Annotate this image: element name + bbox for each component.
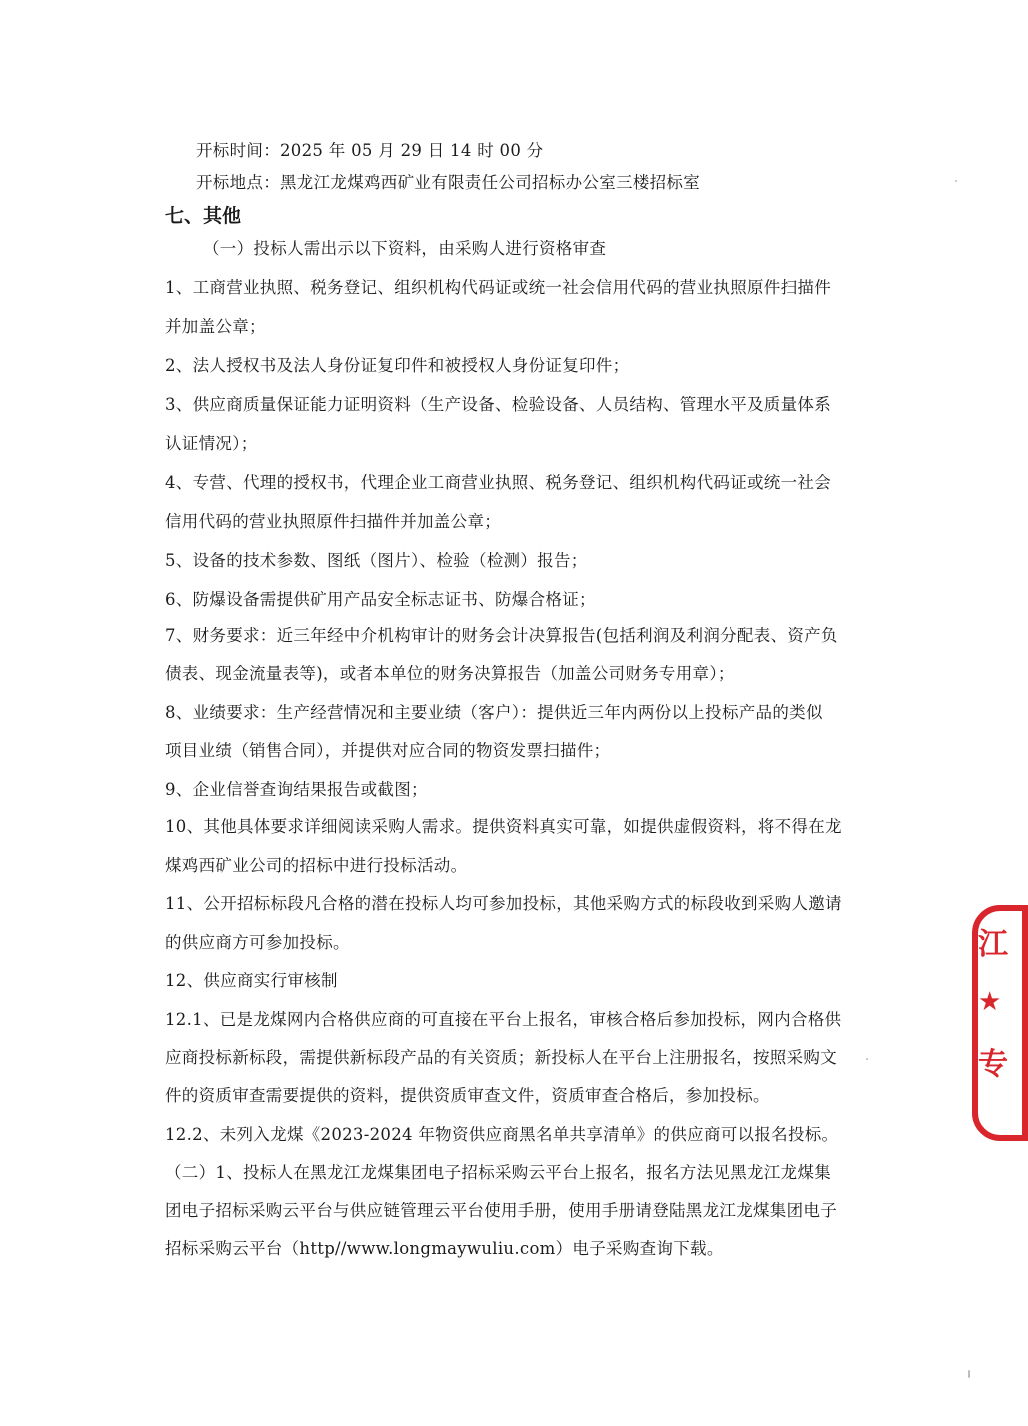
paragraph-line: 12.1、已是龙煤网内合格供应商的可直接在平台上报名，审核合格后参加投标，网内合格供 <box>165 1010 842 1029</box>
paragraph-line: 10、其他具体要求详细阅读采购人需求。提供资料真实可靠，如提供虚假资料，将不得在龙 <box>165 817 842 836</box>
paragraph-line: 9、企业信誉查询结果报告或截图； <box>165 780 428 799</box>
paragraph-line: 7、财务要求：近三年经中介机构审计的财务会计决算报告(包括利润及利润分配表、资产负 <box>165 626 838 645</box>
scan-speck <box>866 1058 868 1060</box>
paragraph-line: 3、供应商质量保证能力证明资料（生产设备、检验设备、人员结构、管理水平及质量体系 <box>165 395 831 414</box>
paragraph-line: 2、法人授权书及法人身份证复印件和被授权人身份证复印件； <box>165 356 630 375</box>
seal-char: 江 <box>978 927 1008 962</box>
paragraph-line: 招标采购云平台（http//www.longmaywuliu.com）电子采购查询下载。 <box>165 1239 724 1258</box>
paragraph-line: 12.2、未列入龙煤《2023-2024 年物资供应商黑名单共享清单》的供应商可以报名投标。 <box>165 1125 839 1144</box>
section-heading: 七、其他 <box>165 205 242 227</box>
paragraph-line: （二）1、投标人在黑龙江龙煤集团电子招标采购云平台上报名，报名方法见黑龙江龙煤集 <box>165 1163 831 1182</box>
paragraph-line: 信用代码的营业执照原件扫描件并加盖公章； <box>165 512 501 531</box>
paragraph-line: 团电子招标采购云平台与供应链管理云平台使用手册，使用手册请登陆黑龙江龙煤集团电子 <box>165 1201 837 1220</box>
opening-place: 开标地点：黑龙江龙煤鸡西矿业有限责任公司招标办公室三楼招标室 <box>196 173 700 192</box>
paragraph-line: 应商投标新标段，需提供新标段产品的有关资质；新投标人在平台上注册报名，按照采购文 <box>165 1048 837 1067</box>
paragraph-line: 12、供应商实行审核制 <box>165 971 338 990</box>
scan-speck <box>968 1370 970 1378</box>
scan-speck <box>955 180 957 182</box>
paragraph-line: 8、业绩要求：生产经营情况和主要业绩（客户）：提供近三年内两份以上投标产品的类似 <box>165 703 823 722</box>
paragraph-line: 1、工商营业执照、税务登记、组织机构代码证或统一社会信用代码的营业执照原件扫描件 <box>165 278 831 297</box>
paragraph-line: 6、防爆设备需提供矿用产品安全标志证书、防爆合格证； <box>165 590 596 609</box>
opening-time: 开标时间：2025 年 05 月 29 日 14 时 00 分 <box>196 141 544 160</box>
paragraph-line: 债表、现金流量表等)，或者本单位的财务决算报告（加盖公司财务专用章）； <box>165 664 735 683</box>
subsection-heading: （一）投标人需出示以下资料，由采购人进行资格审查 <box>203 239 607 258</box>
red-seal-stamp <box>972 905 1008 1145</box>
paragraph-line: 煤鸡西矿业公司的招标中进行投标活动。 <box>165 856 468 875</box>
paragraph-line: 5、设备的技术参数、图纸（图片）、检验（检测）报告； <box>165 551 588 570</box>
paragraph-line: 11、公开招标标段凡合格的潜在投标人均可参加投标，其他采购方式的标段收到采购人邀请 <box>165 894 842 913</box>
paragraph-line: 件的资质审查需要提供的资料，提供资质审查文件，资质审查合格后，参加投标。 <box>165 1086 770 1105</box>
paragraph-line: 项目业绩（销售合同），并提供对应合同的物资发票扫描件； <box>165 741 611 760</box>
paragraph-line: 的供应商方可参加投标。 <box>165 933 350 952</box>
seal-char: 专 <box>978 1047 1008 1082</box>
paragraph-line: 4、专营、代理的授权书，代理企业工商营业执照、税务登记、组织机构代码证或统一社会 <box>165 473 831 492</box>
paragraph-line: 并加盖公章； <box>165 317 266 336</box>
seal-star-icon: ★ <box>978 987 1002 1017</box>
paragraph-line: 认证情况）； <box>165 434 258 453</box>
